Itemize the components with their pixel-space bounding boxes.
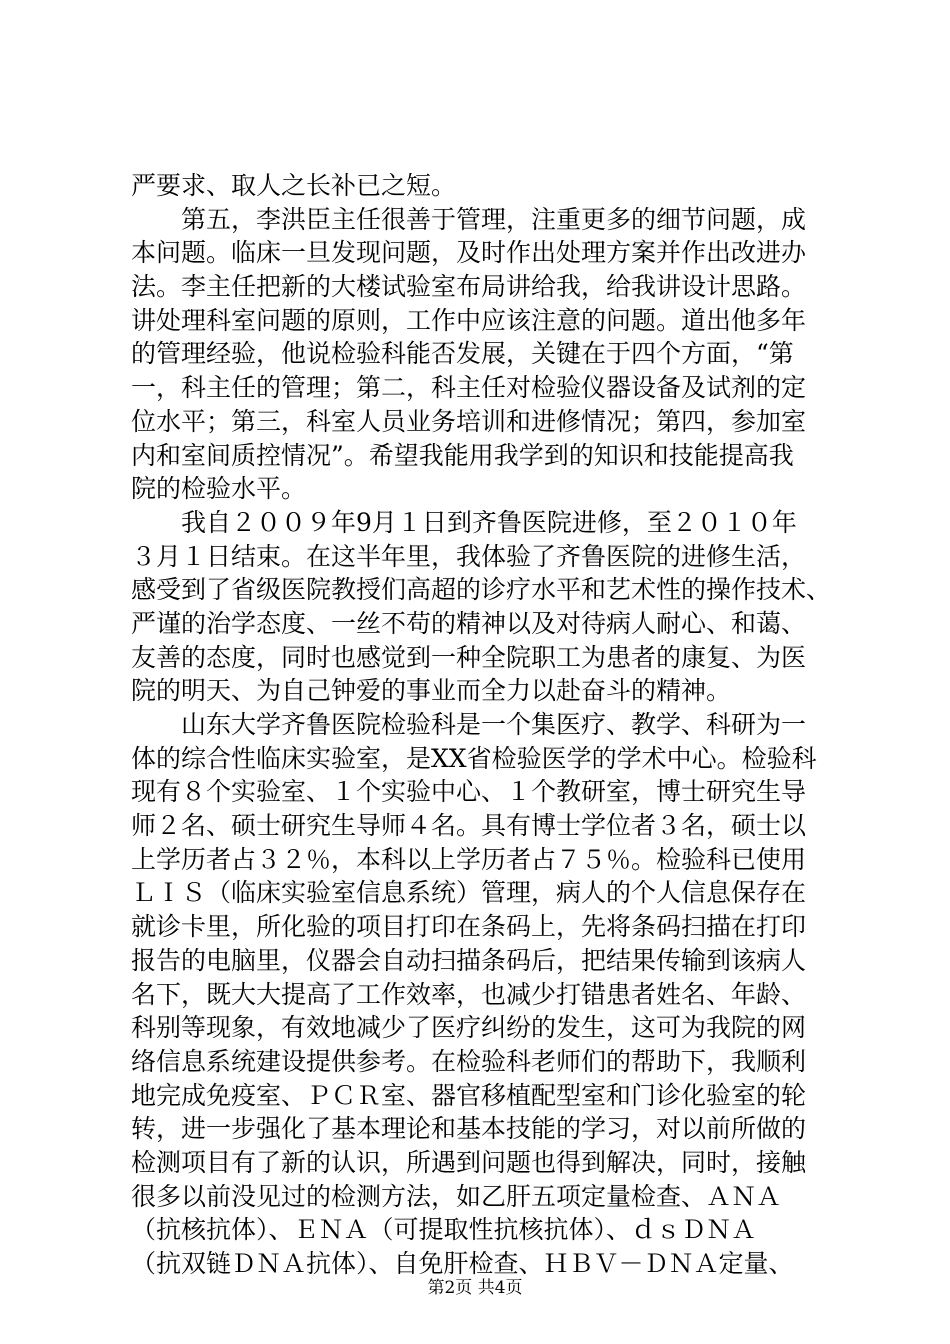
- text-line: 我自２００９年9月１日到齐鲁医院进修，至２０１０年: [131, 507, 797, 537]
- text-line: 院的检验水平。: [131, 474, 307, 504]
- text-line: （抗双链ＤＮＡ抗体）、自免肝检查、ＨＢＶ－ＤＮＡ定量、: [131, 1249, 794, 1278]
- text-line: 地完成免疫室、ＰＣＲ室、器官移植配型室和门诊化验室的轮: [131, 1080, 807, 1110]
- text-line: 感受到了省级医院教授们高超的诊疗水平和艺术性的操作技术、: [131, 575, 832, 605]
- text-line: ３月１日结束。在这半年里，我体验了齐鲁医院的进修生活，: [131, 541, 807, 571]
- text-line: 科别等现象，有效地减少了医疗纠纷的发生，这可为我院的网: [131, 1013, 807, 1043]
- text-line: （抗核抗体）、ＥＮＡ（可提取性抗核抗体）、ｄｓＤＮＡ: [131, 1215, 757, 1245]
- text-line: 第五，李洪臣主任很善于管理，注重更多的细节问题，成: [131, 204, 807, 234]
- text-line: 院的明天、为自己钟爱的事业而全力以赴奋斗的精神。: [131, 676, 732, 706]
- text-line: 体的综合性临床实验室，是XX省检验医学的学术中心。检验科: [131, 743, 817, 773]
- text-line: ＬＩＳ（临床实验室信息系统）管理，病人的个人信息保存在: [131, 878, 807, 908]
- text-line: 严要求、取人之长补已之短。: [131, 171, 457, 200]
- text-line: 报告的电脑里，仪器会自动扫描条码后，把结果传输到该病人: [131, 945, 807, 975]
- text-line: 位水平；第三，科室人员业务培训和进修情况；第四，参加室: [131, 406, 807, 436]
- text-line: 名下，既大大提高了工作效率，也减少打错患者姓名、年龄、: [131, 979, 807, 1009]
- text-line: 络信息系统建设提供参考。在检验科老师们的帮助下，我顺利: [131, 1046, 807, 1076]
- text-line: 的管理经验，他说检验科能否发展，关键在于四个方面，“第: [131, 339, 794, 369]
- text-line: 山东大学齐鲁医院检验科是一个集医疗、教学、科研为一: [131, 710, 807, 739]
- text-line: 法。李主任把新的大楼试验室布局讲给我，给我讲设计思路。: [131, 272, 807, 302]
- text-line: 现有８个实验室、１个实验中心、１个教研室，博士研究生导: [131, 777, 807, 807]
- text-line: 师２名、硕士研究生导师４名。具有博士学位者３名，硕士以: [131, 811, 807, 841]
- text-line: 检测项目有了新的认识，所遇到问题也得到解决，同时，接触: [131, 1147, 807, 1177]
- text-line: 本问题。临床一旦发现问题，及时作出处理方案并作出改进办: [131, 238, 807, 268]
- text-line: 一，科主任的管理；第二，科主任对检验仪器设备及试剂的定: [131, 373, 807, 403]
- text-line: 严谨的治学态度、一丝不苟的精神以及对待病人耐心、和蔼、: [131, 608, 807, 638]
- page-footer: 第2页 共4页: [427, 1278, 523, 1298]
- text-line: 讲处理科室问题的原则，工作中应该注意的问题。道出他多年: [131, 305, 807, 335]
- text-line: 转，进一步强化了基本理论和基本技能的学习，对以前所做的: [131, 1114, 807, 1144]
- text-line: 上学历者占３２％，本科以上学历者占７５％。检验科已使用: [131, 844, 807, 874]
- text-line: 友善的态度，同时也感觉到一种全院职工为患者的康复、为医: [131, 642, 807, 672]
- text-line: 就诊卡里，所化验的项目打印在条码上，先将条码扫描在打印: [131, 912, 807, 942]
- text-line: 内和室间质控情况”。希望我能用我学到的知识和技能提高我: [131, 440, 794, 470]
- text-line: 很多以前没见过的检测方法，如乙肝五项定量检查、ＡＮＡ: [131, 1181, 782, 1211]
- body-text: [131, 169, 843, 1281]
